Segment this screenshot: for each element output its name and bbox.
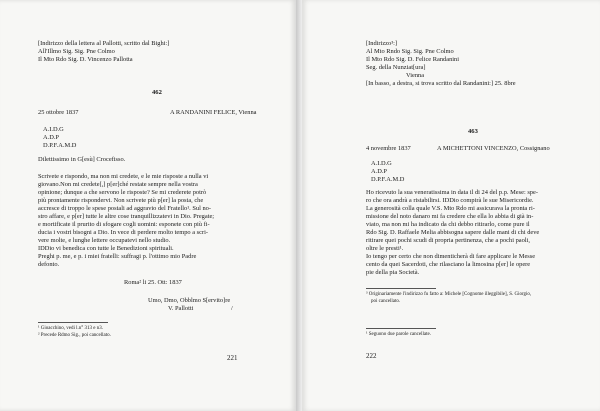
right-footnotes-bottom [366, 332, 431, 339]
body-line: Rdo Sig. D. Raffaele Melia abbisogna sapere dalle mani di chi deve [366, 229, 540, 236]
footnote-rule [38, 322, 108, 323]
letter-body [366, 189, 539, 277]
right-address-line: [Indirizzo³:] [366, 40, 398, 47]
body-line: Ho ricevuto la sua veneratissima in data il di 24 del p.p. Mese: spe- [366, 189, 538, 196]
page-number: 221 [227, 354, 238, 362]
right-footnotes-top [366, 292, 531, 305]
footnote: ¹ Gioacchino, vedi l.n° 313 e n3. [38, 326, 104, 331]
body-line: La generosità colla quale V.S. Mto Rdo mi assicurava la pronta ri- [366, 205, 535, 212]
body-line: ritirare quei pochi scudi di propria pertinenza, che a pochi paoli, [366, 237, 530, 244]
body-line: defonto. [38, 261, 60, 268]
letter-recipient: A MICHETTONI VINCENZO, Cossignano [437, 145, 550, 152]
body-line: e mortificate il prurito di sfogare cogli uomini: esponete con più fi- [38, 221, 210, 228]
body-line: opinione; dunque a che servono le risposte? Se mi crederete potrò [38, 189, 207, 196]
right-address-block [366, 40, 516, 88]
initials-block [43, 126, 76, 150]
letter-number: 462 [152, 89, 162, 96]
right-address-line: [In basso, a destra, si trova scritto dal Randanini:] 25. 8bre [366, 80, 516, 87]
body-line: oltre le presti¹. [366, 245, 404, 252]
initials-block [371, 160, 404, 184]
footnote: ³ Originariamente l'indirizzo fu fatto a: Michele [Cognome illeggibile], S. Giorgio, [366, 292, 532, 297]
right-address-line: Al Mto Rndo Sig. Sig. Pne Colmo [366, 48, 454, 55]
letter-number: 463 [468, 128, 478, 135]
body-line: più prontamente rispondervi. Non scrivete più p[er] la posta, che [38, 197, 204, 204]
right-address-line: Il Mto Rdo Sig. D. Felice Randanini [366, 56, 460, 63]
initials-line: D.P.F.A.M.D [43, 142, 77, 149]
footnote: ¹ Seguono due parole cancellate. [366, 332, 431, 337]
letter-body [38, 173, 214, 269]
body-line: Scrivete e rispondo, ma non mi credete, e le mie risposte a nulla vi [38, 173, 209, 180]
left-footnotes [38, 326, 111, 339]
body-line: accresce di troppo le spese postali ad aggravio del Fratello¹. Sul no- [38, 205, 211, 212]
initials-line: A.I.D.G [43, 126, 64, 133]
footnote-rule [366, 328, 436, 329]
body-line: ducia i vostri bisogni a Dio. In vece di perdere molto tempo a scri- [38, 229, 209, 236]
initials-line: A.I.D.G [371, 160, 392, 167]
greeting: Dilettissimo in G[esù] Crocefisso. [38, 156, 126, 163]
letter-date: 4 novembre 1837 [366, 145, 411, 152]
place-date: Roma² li 25. Ott: 1837 [124, 279, 182, 286]
footnote: poi cancellato. [371, 298, 401, 304]
left-page [0, 0, 296, 411]
initials-line: D.P.F.A.M.D [371, 176, 405, 183]
body-line: Preghi p. me, e p. i miei fratelli: suffragi p. l'ottimo mio Padre [38, 253, 197, 260]
right-address-line: Seg. della Nunziat[ura] [366, 64, 426, 71]
body-line: giovano.Non mi credete[,] p[er]ché restate sempre nella vostra [38, 181, 198, 188]
body-line: cento da quei Sacerdoti, che rilasciano la limosina p[er] le opere [366, 261, 531, 268]
body-line: stro affare, e p[er] tutte le altre cose tranquillizzatevi in Dio. Pregate; [38, 213, 215, 220]
footnote: ² Precede Rdmo Sig., poi cancellato. [38, 332, 111, 338]
left-address-line: Il Mto Rdo Sig. D. Vincenzo Pallotta [38, 56, 133, 63]
initials-line: A.D.P [43, 134, 59, 141]
initials-line: A.D.P [371, 168, 387, 175]
footnote-rule [366, 288, 436, 289]
left-address-line: [Indirizzo della lettera al Pallotti, scritto dal Bighi:] [38, 40, 170, 47]
page-number: 222 [366, 352, 377, 360]
body-line: Io tengo per certo che non dimenticherà di fare applicare le Messe [366, 253, 536, 260]
right-page [302, 0, 600, 411]
body-line: missione del noto danaro mi fa credere che ella lo abbia di già in- [366, 213, 534, 220]
body-line: vere molte, e lunghe lettere occupatevi nello studio. [38, 237, 171, 244]
letter-date: 25 ottobre 1837 [38, 109, 79, 116]
letter-recipient: A RANDANINI FELICE, Vienna [170, 109, 257, 116]
right-address-line: Vienna [406, 72, 425, 79]
left-address-line: All'Illmo Sig. Sig. Pne Colmo [38, 48, 115, 55]
body-line: ro che ora andrà a ristabilirsi. IDDio compirà le sue Misericordie. [366, 197, 534, 204]
slash-mark: / [231, 305, 233, 312]
signature-line: Umo, Dmo, Obblmo S[ervito]re [148, 297, 231, 304]
body-line: IDDio vi benedica con tutte le Benedizioni spirituali. [38, 245, 174, 252]
signature-block [148, 297, 230, 313]
signature-name: V. Pallotti [168, 305, 194, 312]
body-line: viato, ma non mi ha indicato da chi debbo ritirarlo, come pure il [366, 221, 530, 228]
body-line: pie della pia Società. [366, 269, 420, 276]
left-address-block [38, 40, 169, 64]
